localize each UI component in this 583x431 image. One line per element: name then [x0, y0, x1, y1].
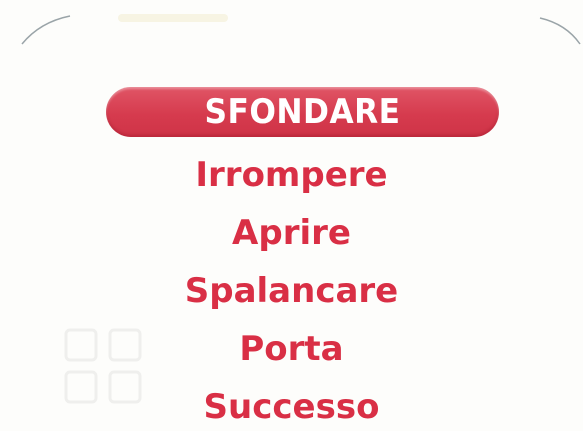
faint-watermark-icon: [62, 326, 148, 408]
keyword-title: SFONDARE: [204, 92, 401, 132]
forbidden-word: Irrompere: [195, 155, 388, 195]
print-smudge: [118, 14, 228, 22]
forbidden-word: Successo: [203, 387, 380, 427]
forbidden-word: Aprire: [232, 213, 351, 253]
keyword-banner: [106, 87, 499, 137]
forbidden-word: Porta: [239, 329, 344, 369]
forbidden-word: Spalancare: [184, 271, 399, 311]
